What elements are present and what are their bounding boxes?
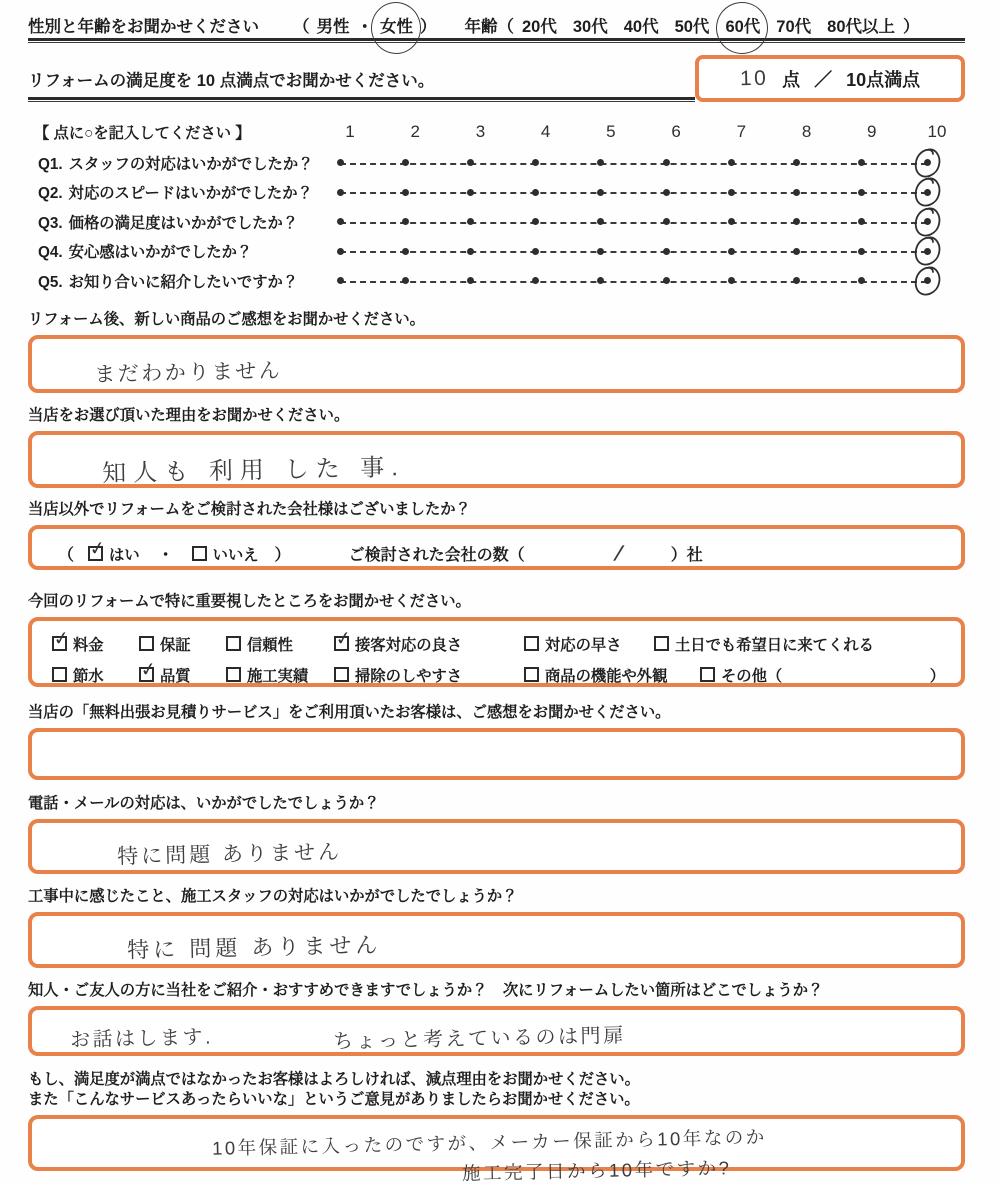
rating-scale-q3[interactable]: [340, 207, 927, 237]
checkbox-square[interactable]: [700, 667, 715, 682]
score-unit: 点: [782, 69, 801, 90]
scale-number: 1: [345, 122, 355, 141]
rating-scale-header: [345, 122, 947, 148]
handwritten-answer: 施工完了日から10年ですか?: [461, 1156, 732, 1184]
score-value-handwritten: 10: [739, 66, 769, 90]
product-feedback-box[interactable]: [28, 335, 965, 393]
deduction-label-2: また「こんなサービスあったらいいな」というご意見がありましたらお聞かせください。: [28, 1090, 640, 1108]
age-option-50s[interactable]: 50代: [674, 18, 710, 36]
question-text: 安心感はいかがでしたか？: [68, 244, 253, 262]
reason-label: 当店をお選び頂いた理由をお聞かせください。: [28, 406, 350, 424]
company-count-label: ご検討された会社の数（: [348, 547, 525, 564]
age-option-60s-circled[interactable]: 60代: [725, 13, 760, 37]
checkbox-square[interactable]: ✓: [87, 537, 107, 561]
checkbox-label: その他（: [721, 667, 783, 685]
checkbox-label: 対応の早さ: [545, 636, 622, 654]
estimate-box[interactable]: [28, 728, 965, 780]
question-number: Q3.: [38, 214, 63, 232]
checkbox-label: 施工実績: [247, 667, 309, 685]
handwritten-answer: お話はします.: [69, 1026, 214, 1051]
scale-number: 10: [927, 122, 947, 141]
paren: ）: [274, 547, 291, 564]
question-text: お知り合いに紹介したいですか？: [68, 273, 299, 291]
question-text: 価格の満足度はいかがでしたか？: [68, 214, 299, 232]
checkbox-square[interactable]: [192, 546, 207, 561]
rating-scale-q4[interactable]: [340, 237, 927, 267]
question-number: Q4.: [38, 244, 63, 262]
question-number: Q1.: [38, 155, 63, 173]
checkbox-label: 節水: [73, 667, 104, 685]
referral-box[interactable]: [28, 1006, 965, 1056]
age-options: [465, 13, 920, 37]
checkbox-square[interactable]: [52, 667, 67, 682]
deduction-box[interactable]: [28, 1115, 965, 1184]
handwritten-answer: 知人も 利用 した 事.: [101, 453, 406, 487]
scale-number: 4: [540, 122, 551, 141]
construction-label: 工事中に感じたこと、施工スタッフの対応はいかがでしたでしょうか？: [28, 887, 518, 905]
score-box[interactable]: [695, 55, 965, 102]
paren: ）: [903, 18, 920, 36]
checkbox-square[interactable]: [524, 636, 539, 651]
checkbox-label: はい: [109, 546, 140, 564]
checkbox-quality[interactable]: [138, 658, 226, 686]
rating-scale-q1[interactable]: [340, 148, 927, 178]
question-text: スタッフの対応はいかがでしたか？: [68, 155, 314, 173]
importance-box: [28, 617, 965, 687]
paren: ）: [420, 18, 437, 36]
checkbox-track-record[interactable]: [226, 664, 334, 686]
age-label: 年齢: [464, 18, 498, 36]
competitors-box: [28, 525, 965, 570]
rating-scale-q2[interactable]: [340, 178, 927, 208]
age-option-30s[interactable]: 30代: [572, 18, 608, 36]
checkbox-label: 信頼性: [247, 636, 293, 654]
checkbox-square[interactable]: [524, 667, 539, 682]
checkbox-square[interactable]: [139, 636, 154, 651]
scale-number: 2: [410, 122, 420, 141]
score-slash: ／: [814, 69, 833, 90]
competitors-label: 当店以外でリフォームをご検討された会社様はございましたか？: [28, 500, 471, 518]
checkbox-square[interactable]: [334, 667, 349, 682]
estimate-label: 当店の「無料出張お見積りサービス」をご利用頂いたお客様は、ご感想をお聞かせください。: [28, 703, 671, 721]
age-option-40s[interactable]: 40代: [623, 18, 659, 36]
rating-row-q1: [28, 148, 965, 178]
satisfaction-section: [28, 67, 965, 102]
deduction-labels: [28, 1070, 965, 1110]
rating-row-q3: [28, 207, 965, 237]
checkbox-label: いいえ: [212, 546, 259, 564]
rating-row-q2: [28, 178, 965, 208]
checkbox-square[interactable]: [654, 636, 669, 651]
satisfaction-question: リフォームの満足度を 10 点満点でお聞かせください。: [28, 72, 435, 90]
paren: （: [293, 18, 310, 36]
age-option-70s[interactable]: 70代: [776, 18, 812, 36]
handwritten-answer: ちょっと考えているのは門扉: [332, 1024, 626, 1053]
rating-grid: [28, 122, 965, 296]
phone-mail-box[interactable]: [28, 819, 965, 874]
gender-age-question: 性別と年齢をお聞かせください: [28, 18, 259, 36]
question-text: 対応のスピードはいかがでしたか？: [68, 185, 313, 203]
checkbox-other[interactable]: [700, 664, 951, 686]
checkbox-label: 品質: [160, 667, 191, 685]
deduction-label-1: もし、満足度が満点ではなかったお客様はよろしければ、減点理由をお聞かせください。: [28, 1070, 640, 1088]
checkbox-weekend[interactable]: [654, 633, 951, 655]
scale-number: 3: [475, 122, 486, 141]
importance-label: 今回のリフォームで特に重要視したところをお聞かせください。: [28, 592, 471, 610]
checkbox-reliability[interactable]: [226, 633, 334, 655]
checkbox-label: 商品の機能や外観: [545, 667, 668, 685]
gender-option-male[interactable]: 男性: [316, 18, 350, 36]
checkbox-label: 土日でも希望日に来てくれる: [675, 636, 874, 654]
separator-dot: ・: [157, 547, 174, 564]
separator-dot: ・: [356, 18, 373, 36]
handwritten-answer: 10年保証に入ったのですが、メーカー保証から10年なのか: [211, 1125, 767, 1159]
handwritten-count[interactable]: ∕: [616, 539, 624, 566]
age-option-20s[interactable]: 20代: [522, 18, 557, 36]
question-number: Q5.: [38, 273, 63, 291]
handwritten-answer: 特に 問題 ありません: [126, 931, 382, 963]
handwritten-answer: まだわかりません: [93, 358, 283, 386]
scale-number: 7: [736, 122, 747, 141]
handwritten-answer: 特に問題 ありません: [116, 840, 343, 868]
phone-mail-label: 電話・メールの対応は、いかがでしたでしょうか？: [28, 794, 380, 812]
rating-row-q4: [28, 237, 965, 267]
checkbox-label: 接客対応の良さ: [355, 636, 463, 654]
gender-option-female-circled[interactable]: 女性: [380, 13, 413, 37]
rating-scale-q5[interactable]: [340, 266, 927, 296]
paren: （: [58, 547, 75, 564]
checkbox-square[interactable]: ✓: [333, 627, 353, 651]
paren: （: [497, 18, 514, 36]
checkbox-square[interactable]: ✓: [51, 627, 71, 651]
checkbox-label: 掃除のしやすさ: [355, 667, 463, 685]
gender-options: [293, 13, 437, 37]
scale-number: 6: [671, 122, 681, 141]
divider: [28, 38, 965, 43]
paren: ）: [929, 667, 945, 685]
scale-number: 9: [867, 122, 877, 141]
reason-box[interactable]: [28, 431, 965, 488]
rating-instruction: 【 点に○を記入してください 】: [34, 125, 251, 142]
checkbox-label: 保証: [160, 636, 191, 654]
scale-number: 8: [801, 122, 812, 141]
checkbox-fee[interactable]: [51, 627, 139, 655]
rating-row-q5: [28, 266, 965, 296]
checkbox-customer-service[interactable]: [333, 627, 524, 655]
checkbox-easy-cleaning[interactable]: [334, 664, 524, 686]
divider: [28, 97, 695, 102]
construction-box[interactable]: [28, 912, 965, 968]
referral-label: 知人・ご友人の方に当社をご紹介・おすすめできますでしょうか？ 次にリフォームしたい箇所はどこでしょうか？: [28, 981, 824, 999]
product-feedback-label: リフォーム後、新しい商品のご感想をお聞かせください。: [28, 310, 425, 328]
checkbox-label: 料金: [73, 636, 104, 654]
checkbox-square[interactable]: [226, 667, 241, 682]
checkbox-water-saving[interactable]: [52, 664, 139, 686]
checkbox-warranty[interactable]: [139, 633, 226, 655]
checkbox-yes[interactable]: [87, 537, 140, 565]
gender-age-header: [28, 12, 965, 38]
age-option-80s[interactable]: 80代以上: [827, 18, 896, 36]
checkbox-square[interactable]: ✓: [138, 658, 158, 682]
scale-number: 5: [606, 122, 616, 141]
checkbox-no[interactable]: [192, 543, 259, 565]
company-count-suffix: ）社: [670, 547, 703, 564]
question-number: Q2.: [38, 185, 63, 203]
checkbox-function-appearance[interactable]: [524, 664, 668, 686]
score-max: 10点満点: [846, 69, 921, 90]
checkbox-square[interactable]: [226, 636, 241, 651]
checkbox-speed[interactable]: [524, 633, 654, 655]
